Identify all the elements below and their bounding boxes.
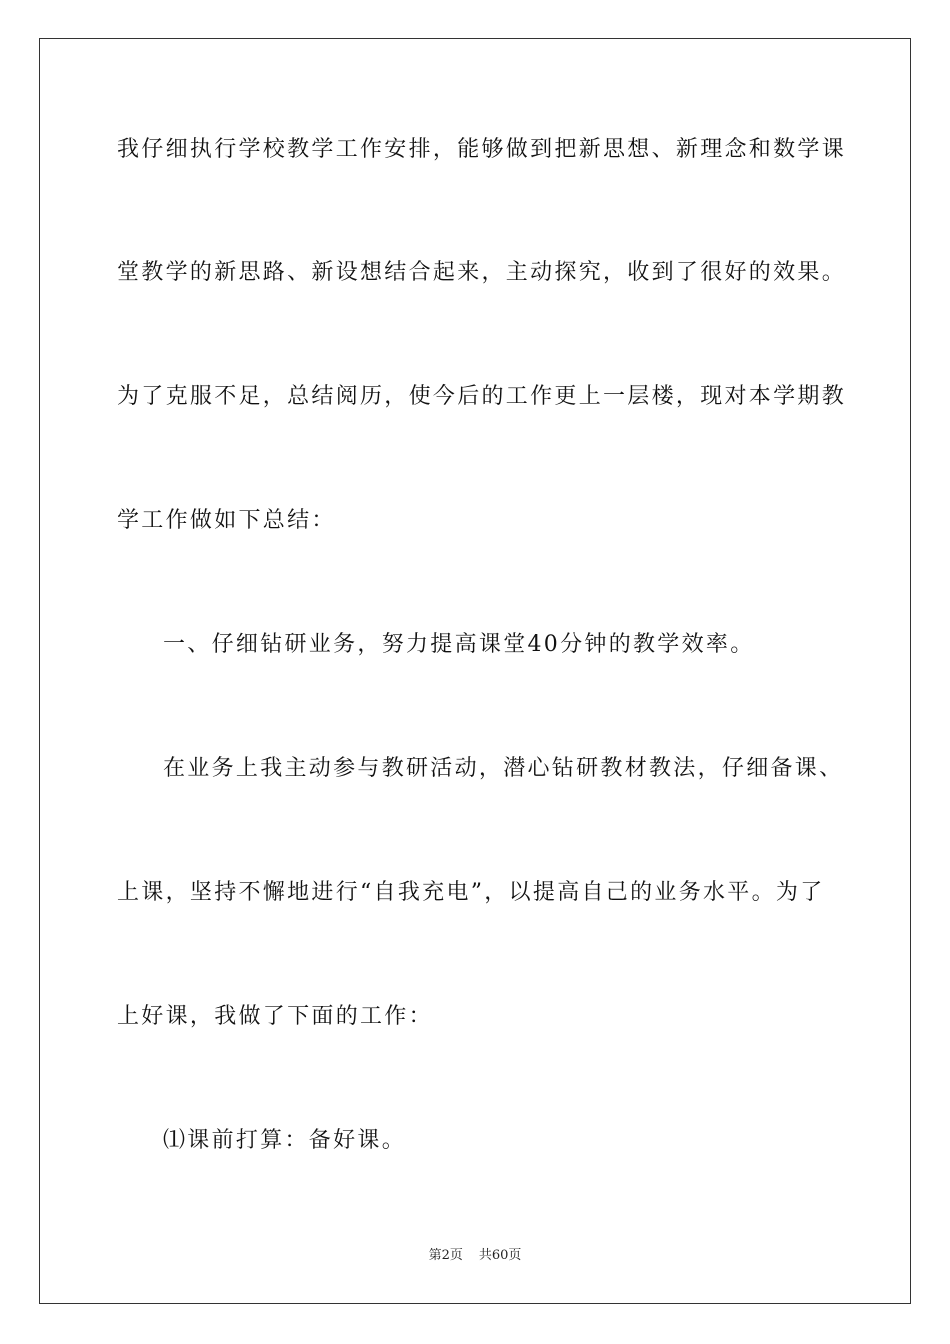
body-line-3: 为了克服不足，总结阅历，使今后的工作更上一层楼，现对本学期教: [117, 384, 847, 409]
body-line-6: 在业务上我主动参与教研活动，潜心钻研教材教法，仔细备课、: [163, 756, 844, 781]
body-line-7: 上课，坚持不懈地进行“自我充电”，以提高自己的业务水平。为了: [117, 880, 825, 905]
body-line-4: 学工作做如下总结：: [117, 508, 336, 533]
page-border: [39, 38, 911, 1304]
list-item-1: ⑴课前打算：备好课。: [163, 1128, 407, 1153]
page-number: 第2页: [428, 1248, 463, 1263]
body-line-8: 上好课，我做了下面的工作：: [117, 1004, 433, 1029]
body-line-2: 堂教学的新思路、新设想结合起来，主动探究，收到了很好的效果。: [117, 260, 847, 285]
page-footer: [0, 1247, 950, 1265]
page-total: 共60页: [478, 1248, 522, 1263]
section-heading: 一、仔细钻研业务，努力提高课堂40分钟的教学效率。: [163, 632, 755, 657]
body-line-1: 我仔细执行学校教学工作安排，能够做到把新思想、新理念和数学课: [117, 137, 847, 162]
